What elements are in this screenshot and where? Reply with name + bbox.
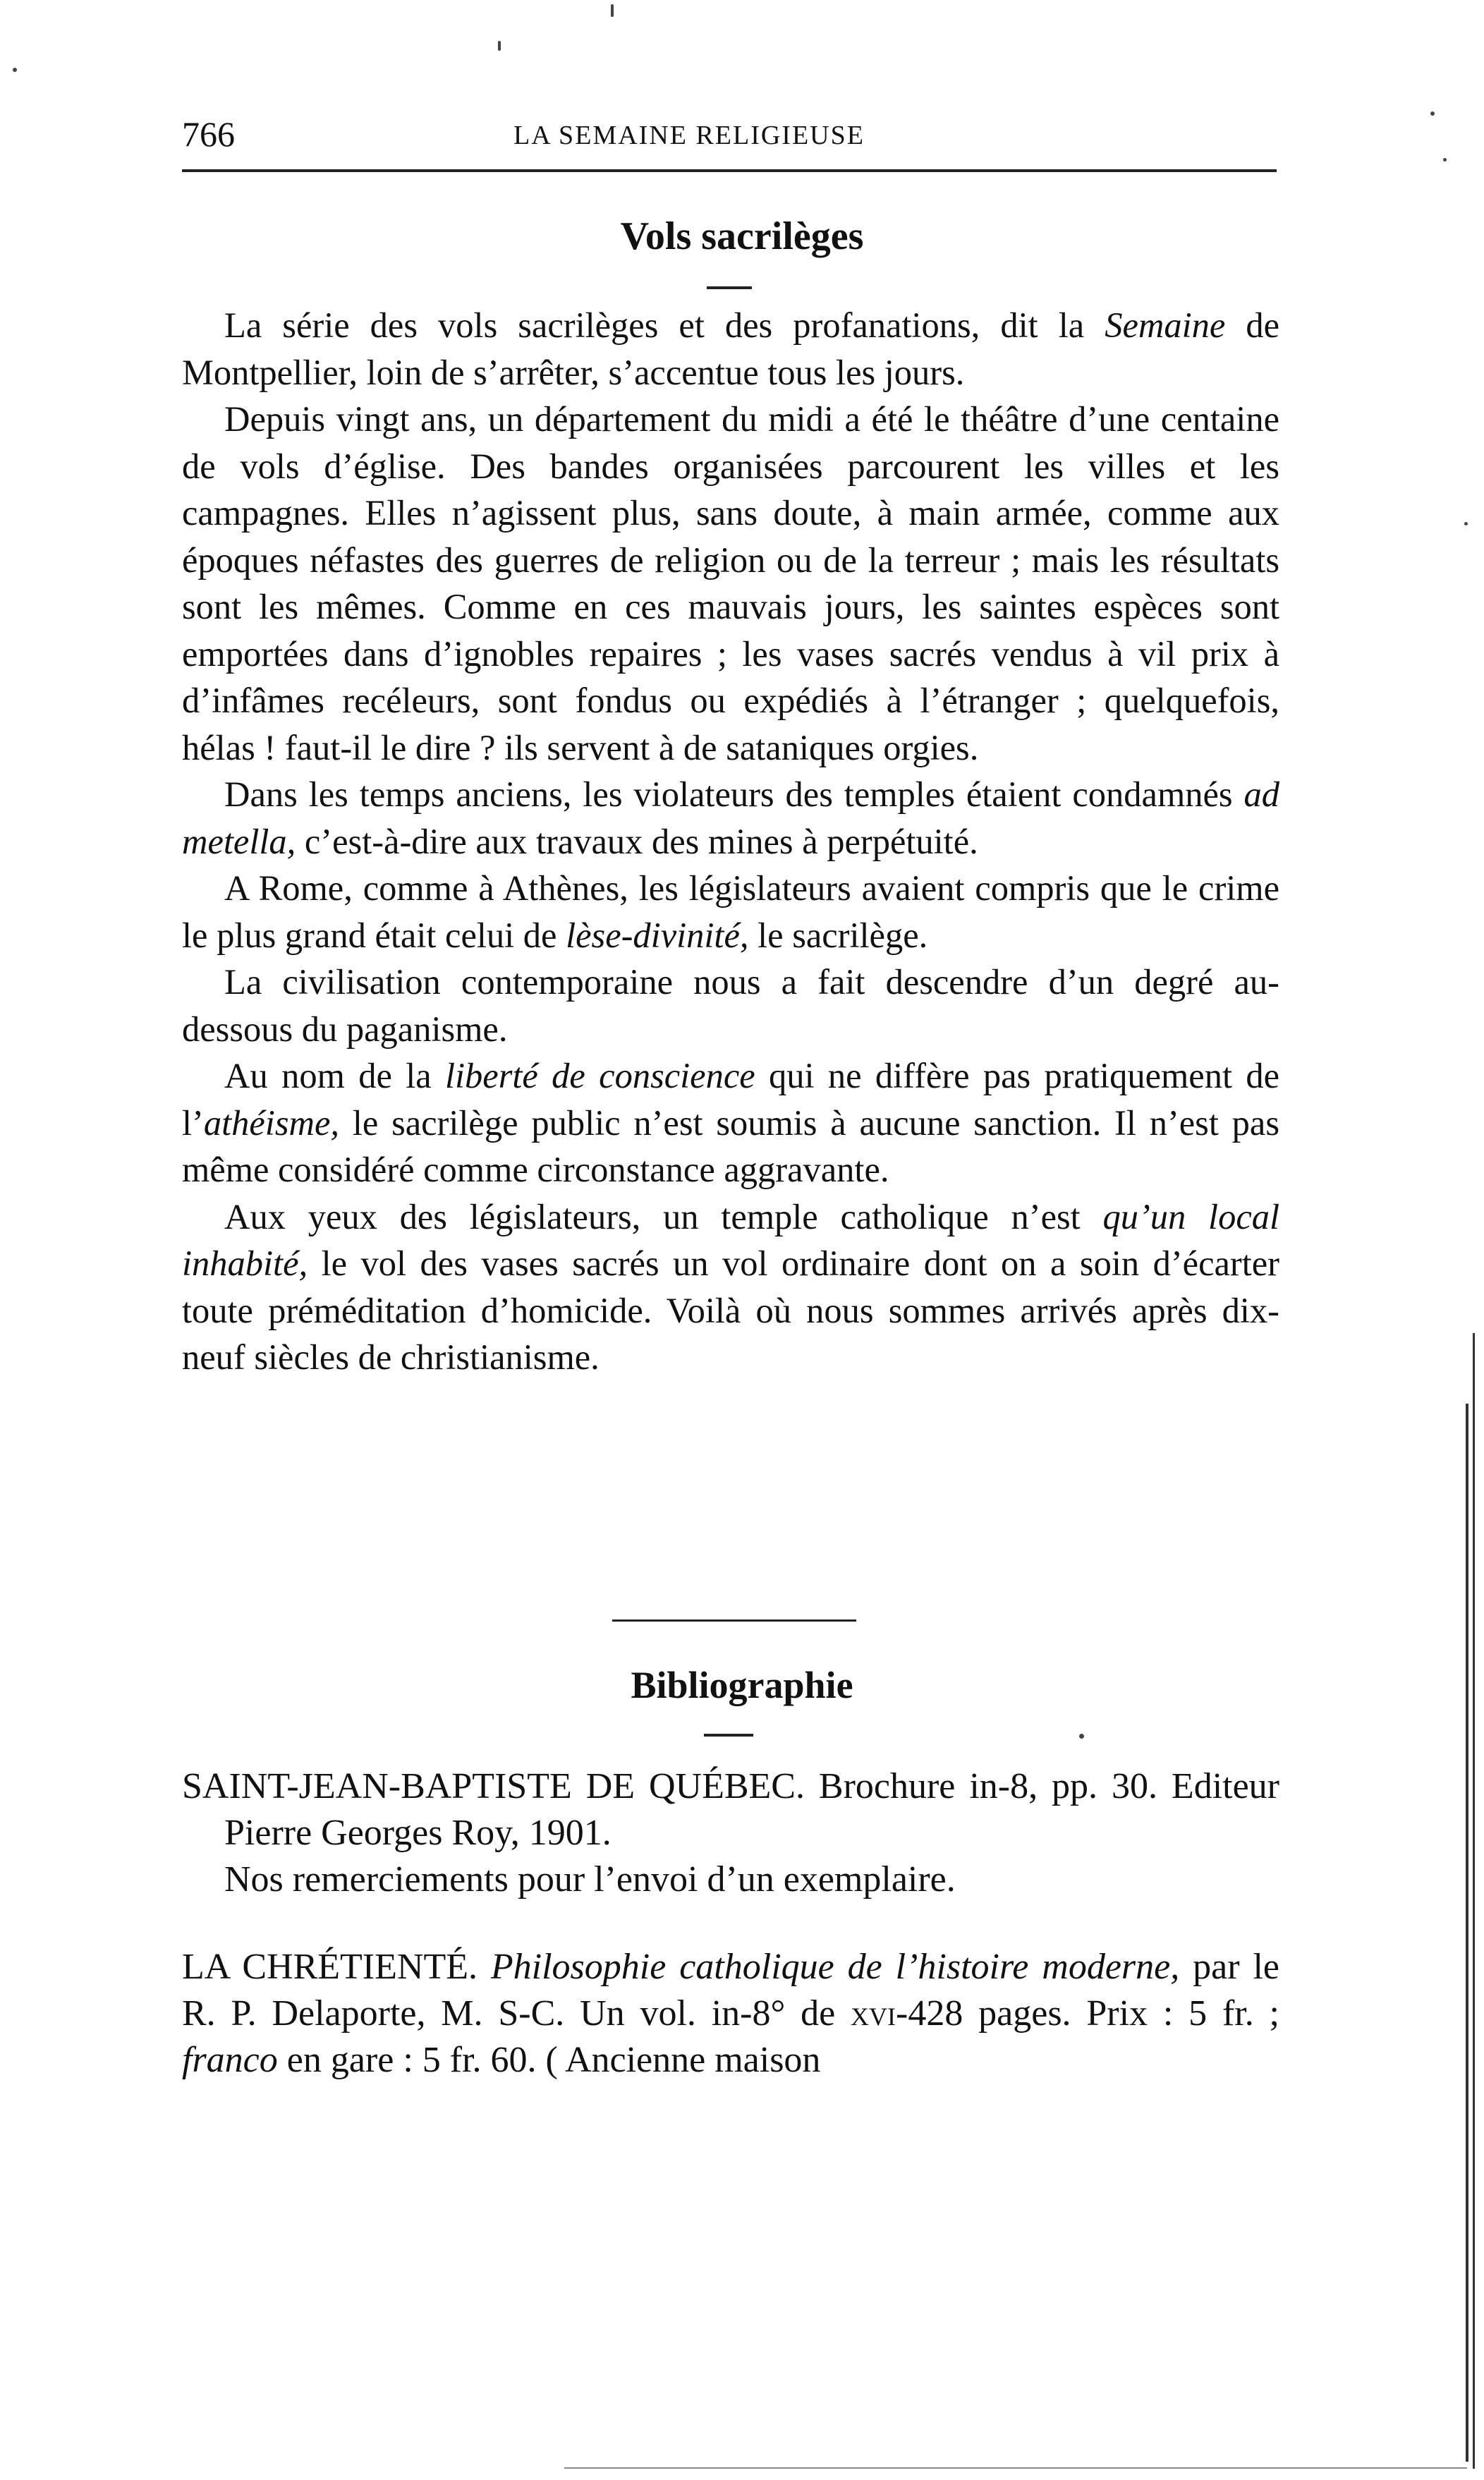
- scan-speck: [1430, 111, 1435, 116]
- title-separator: [707, 286, 752, 289]
- text-run: Aux yeux des législateurs, un temple catholique n’est: [224, 1196, 1103, 1236]
- text-run: par le R. P. Delaporte, M. S-C. Un vol. in-8° de: [182, 1947, 1279, 2034]
- page-header: [182, 111, 1277, 157]
- text-run-italic: qu’un local inhabité,: [182, 1196, 1280, 1283]
- text-run: Dans les temps anciens, les violateurs des temples étaient condamnés: [224, 774, 1244, 814]
- section-divider: [612, 1619, 856, 1622]
- text-run: LA CHRÉTIENTÉ.: [182, 1947, 491, 1987]
- text-run-italic: lèse-divinité,: [566, 915, 749, 955]
- paragraph: [182, 771, 1279, 865]
- text-run: A Rome, comme à Athènes, les législateurs avaient compris que le crime le plus grand était celui de: [182, 868, 1279, 955]
- entry-text: [182, 1944, 1279, 2084]
- text-run-italic: franco: [182, 2040, 278, 2080]
- running-head: LA SEMAINE RELIGIEUSE: [513, 121, 865, 150]
- text-run-italic: Semaine: [1105, 305, 1226, 345]
- bibliography-entry: [182, 1763, 1279, 1903]
- text-run-italic: liberté de conscience: [444, 1056, 755, 1095]
- text-run: c’est-à-dire aux travaux des mines à perpétuité.: [296, 821, 978, 861]
- scan-speck: [498, 41, 501, 51]
- scan-edge-line: [1473, 1333, 1475, 2469]
- scan-speck: [611, 4, 614, 17]
- paragraph: La civilisation contemporaine nous a fait descendre d’un degré au-dessous du paganisme.: [182, 962, 1279, 1049]
- article-body: [182, 302, 1279, 1381]
- entry-text: SAINT-JEAN-BAPTISTE DE QUÉBEC. Brochure in-8, pp. 30. Editeur Pierre Georges Roy, 1901.: [182, 1766, 1279, 1853]
- text-run: Au nom de la: [224, 1056, 445, 1095]
- paragraph: [182, 865, 1279, 959]
- text-run: pages. Prix : 5 fr. ;: [963, 1993, 1280, 2034]
- text-run-italic: Philosophie catholique de l’histoire moderne,: [490, 1947, 1180, 1987]
- scan-speck: [13, 68, 17, 72]
- page-number: 766: [182, 114, 235, 154]
- header-rule: [182, 169, 1277, 172]
- scan-speck: [1079, 1734, 1084, 1739]
- text-run: le vol des vases sacrés un vol ordinaire dont on a soin d’écarter toute préméditation d’homicide. Voilà où nous sommes arrivés après dix-neuf siècles de christianisme.: [182, 1244, 1279, 1377]
- text-run-italic: ad metella,: [182, 774, 1279, 861]
- text-run: La série des vols sacrilèges et des profanations, dit la: [224, 305, 1105, 345]
- paragraph: [182, 1052, 1279, 1193]
- text-run: le sacrilège.: [748, 915, 928, 955]
- paragraph: [182, 302, 1279, 396]
- text-run: en gare : 5 fr. 60. ( Ancienne maison: [277, 2040, 821, 2080]
- scan-speck: [1464, 522, 1468, 525]
- section-title-vols-sacrileges: Vols sacrilèges: [620, 214, 864, 258]
- text-run-smallcaps: xvi-428: [851, 1993, 963, 2034]
- entry-note: Nos remerciements pour l’envoi d’un exemplaire.: [224, 1859, 956, 1899]
- scan-bottom-line: [564, 2467, 1467, 2469]
- scan-speck: [1443, 158, 1447, 162]
- section-title-bibliographie: Bibliographie: [631, 1664, 853, 1706]
- text-run: le sacrilège public n’est soumis à aucune sanction. Il n’est pas même considéré comme circonstance aggravante.: [182, 1102, 1279, 1189]
- bibliography-entry: [182, 1944, 1279, 2084]
- paragraph: [182, 1193, 1279, 1381]
- text-run: qui ne diffère pas pratiquement de l’: [182, 1056, 1279, 1143]
- text-run: de Montpellier, loin de s’arrêter, s’accentue tous les jours.: [182, 305, 1280, 392]
- paragraph: Depuis vingt ans, un département du midi a été le théâtre d’une centaine de vols d’église. Des bandes organisées parcourent les villes et les campagnes. Elles n’agissent plus, sans doute, à main armée, comme aux époques néfastes des guerres de religion ou de la terreur ; mais les résultats sont les mêmes. Comme en ces mauvais jours, les saintes espèces sont emportées dans d’ignobles repaires ; les vases sacrés vendus à vil prix à d’infâmes recéleurs, sont fondus ou expédiés à l’étranger ; quelquefois, hélas ! faut-il le dire ? ils servent à de sataniques orgies.: [182, 399, 1279, 767]
- text-run-italic: athéisme,: [203, 1102, 339, 1143]
- title-separator: [704, 1734, 753, 1737]
- scan-edge-line: [1466, 1404, 1468, 2462]
